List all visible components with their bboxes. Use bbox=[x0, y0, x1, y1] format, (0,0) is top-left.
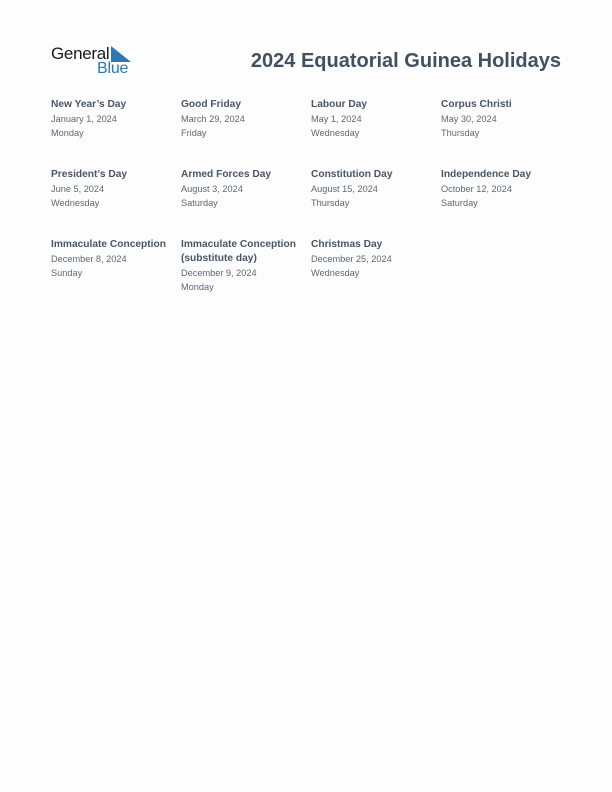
logo-word-general: General bbox=[51, 44, 110, 63]
holiday-weekday: Saturday bbox=[181, 198, 218, 208]
holiday-date: June 5, 2024 bbox=[51, 184, 105, 194]
holiday-entry bbox=[441, 168, 571, 238]
holiday-name: Immaculate Conception bbox=[51, 239, 166, 250]
page-title: 2024 Equatorial Guinea Holidays bbox=[250, 50, 561, 72]
holiday-entry bbox=[181, 238, 311, 308]
holiday-date: August 3, 2024 bbox=[181, 184, 243, 194]
holiday-date: December 25, 2024 bbox=[311, 254, 392, 264]
holiday-name: Independence Day bbox=[441, 169, 532, 180]
holiday-date: May 1, 2024 bbox=[311, 114, 362, 124]
holiday-row bbox=[51, 168, 571, 238]
holiday-date: December 8, 2024 bbox=[51, 254, 127, 264]
holiday-entry bbox=[441, 98, 571, 168]
holiday-date: August 15, 2024 bbox=[311, 184, 378, 194]
holiday-weekday: Monday bbox=[51, 128, 84, 138]
holiday-weekday: Wednesday bbox=[311, 128, 360, 138]
holiday-weekday: Wednesday bbox=[311, 268, 360, 278]
holiday-entry bbox=[181, 98, 311, 168]
holiday-date: December 9, 2024 bbox=[181, 268, 257, 278]
holiday-grid bbox=[51, 98, 571, 308]
holiday-entry bbox=[51, 168, 181, 238]
holiday-name: Labour Day bbox=[311, 99, 368, 110]
logo-word-blue: Blue bbox=[97, 60, 129, 77]
holiday-date: January 1, 2024 bbox=[51, 114, 117, 124]
holiday-row bbox=[51, 238, 571, 308]
holiday-name: Immaculate Conception (substitute day) bbox=[181, 239, 296, 264]
holiday-name: Christmas Day bbox=[311, 239, 383, 250]
holiday-weekday: Thursday bbox=[441, 128, 480, 138]
holiday-date: October 12, 2024 bbox=[441, 184, 512, 194]
holiday-row bbox=[51, 98, 571, 168]
holiday-entry bbox=[311, 238, 441, 308]
generalblue-logo bbox=[51, 44, 135, 78]
holiday-entry bbox=[311, 168, 441, 238]
holiday-entry bbox=[181, 168, 311, 238]
holiday-entry bbox=[311, 98, 441, 168]
holiday-name: Armed Forces Day bbox=[181, 169, 272, 180]
holiday-weekday: Thursday bbox=[311, 198, 350, 208]
holiday-name: Good Friday bbox=[181, 99, 241, 110]
holiday-name: New Year’s Day bbox=[51, 99, 127, 110]
holiday-name: Corpus Christi bbox=[441, 99, 512, 110]
holiday-date: May 30, 2024 bbox=[441, 114, 497, 124]
holiday-weekday: Wednesday bbox=[51, 198, 100, 208]
holiday-name: Constitution Day bbox=[311, 169, 393, 180]
holiday-weekday: Monday bbox=[181, 282, 214, 292]
holiday-date: March 29, 2024 bbox=[181, 114, 245, 124]
holiday-name: President’s Day bbox=[51, 169, 128, 180]
holiday-weekday: Sunday bbox=[51, 268, 83, 278]
holiday-weekday: Friday bbox=[181, 128, 207, 138]
holiday-entry bbox=[51, 238, 181, 308]
holiday-weekday: Saturday bbox=[441, 198, 478, 208]
holiday-entry bbox=[51, 98, 181, 168]
